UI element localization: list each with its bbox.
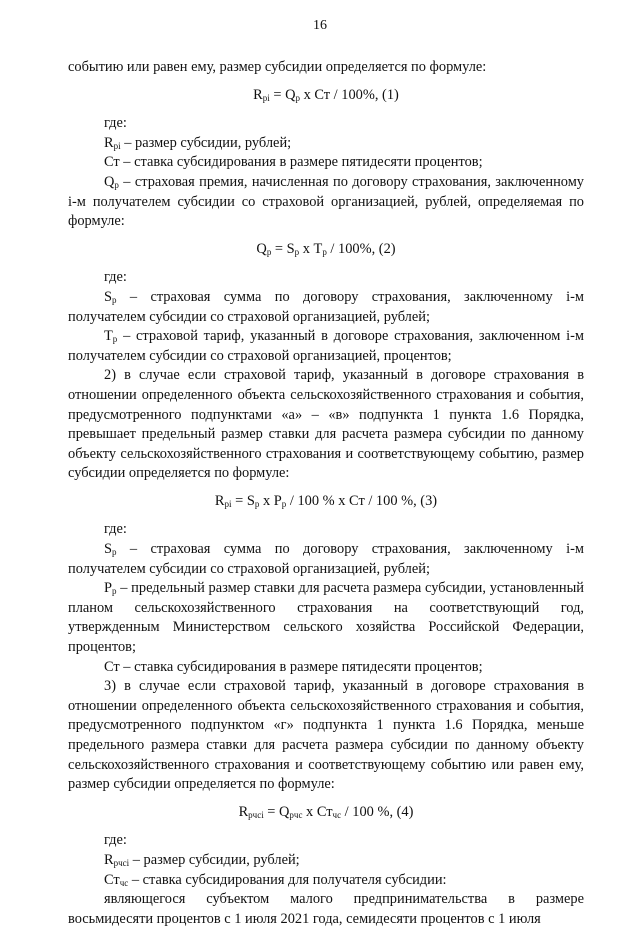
text-run: R [104, 134, 114, 151]
text-run: = Q [263, 803, 290, 820]
subscript: pчсi [248, 809, 264, 820]
paragraph [68, 288, 584, 327]
text-run: 2) в случае если страховой тариф, указанный в договоре страхования в отношении определенного объекта сельскохозяйственного страхования и события, предусмотренного подпунктами «а» – «в» подпункта 1 пункта 1.6 Порядка, превышает предельный размер ставки для расчета размера субсидии по данному объекту сельскохозяйственного страхования и соответствующему событию, размер субсидии определяется по формуле: [68, 367, 584, 482]
text-run: событию или равен ему, размер субсидии определяется по формуле: [68, 59, 487, 75]
text-run: – страховая премия, начисленная по договору страхования, заключенному i-м получателем субсидии со страховой организацией, рублей, определяемая по формуле: [68, 173, 584, 230]
text-run: S [104, 288, 113, 305]
text-run: = Q [269, 86, 296, 103]
text-run: где: [104, 521, 127, 538]
subscript: чс [332, 809, 342, 820]
text-run: = S [231, 492, 255, 509]
text-run: х Ст / 100%, (1) [300, 86, 399, 103]
paragraph [68, 114, 584, 134]
subscript: p [254, 498, 260, 509]
text-run: х Ст [302, 803, 333, 820]
text-run: Q [104, 173, 115, 190]
subscript: p [114, 179, 119, 190]
text-run: – размер субсидии, рублей; [129, 851, 300, 868]
text-run: являющегося субъектом малого предпринимательства в размере восьмидесяти процентов с 1 июля 2021 года, семидесяти процентов с 1 июля [68, 891, 584, 927]
text-run: Ст – ставка субсидирования в размере пятидесяти процентов; [104, 154, 483, 171]
formula [68, 795, 584, 832]
formula [68, 78, 584, 115]
text-run: = S [271, 240, 295, 257]
formula [68, 484, 584, 521]
text-run: T [104, 328, 113, 345]
paragraph [68, 153, 584, 173]
text-run: где: [104, 832, 127, 849]
paragraph [68, 366, 584, 484]
text-run: Q [256, 240, 267, 257]
text-run: P [104, 580, 113, 597]
subscript: pi [224, 498, 232, 509]
text-run: R [253, 86, 263, 103]
paragraph [68, 134, 584, 154]
text-run: – предельный размер ставки для расчета размера субсидии, установленный планом сельскохозяйственного страхования на соответствующий год, утвержденным Министерством сельского хозяйства Российской Федерации, процентов; [68, 580, 584, 656]
paragraph [68, 890, 584, 929]
paragraph [68, 871, 584, 891]
text-run: R [104, 851, 114, 868]
paragraph [68, 540, 584, 579]
subscript: p [112, 294, 117, 305]
paragraph [68, 658, 584, 678]
text-run: R [214, 492, 225, 509]
paragraph [68, 173, 584, 232]
text-run: – размер субсидии, рублей; [120, 134, 292, 151]
paragraph [68, 327, 584, 366]
subscript: чс [119, 877, 129, 888]
text-run: – страховая сумма по договору страхования, заключенному i-м получателем субсидии со страховой организацией, рублей; [68, 288, 584, 325]
text-run: S [104, 541, 113, 558]
text-run: – страховая сумма по договору страхования, заключенному i-м получателем субсидии со страховой организацией, рублей; [68, 541, 584, 577]
subscript: pчсi [113, 857, 130, 868]
subscript: p [295, 92, 300, 103]
subscript: p [112, 586, 117, 597]
text-run: / 100 %, (4) [341, 803, 414, 820]
text-run: – страховой тариф, указанный в договоре страхования, заключенном i-м получателем субсидии со страховой организацией, процентов; [68, 328, 584, 364]
text-run: / 100 % х Ст / 100 %, (3) [286, 492, 438, 509]
subscript: pчс [289, 809, 303, 820]
subscript: p [112, 547, 117, 558]
subscript: p [266, 246, 272, 257]
subscript: p [294, 246, 300, 257]
paragraph [68, 677, 584, 795]
subscript: p [281, 498, 287, 509]
subscript: pi [113, 140, 121, 151]
paragraph [68, 831, 584, 851]
paragraph [68, 268, 584, 288]
text-run: R [238, 803, 249, 820]
text-run: х P [259, 492, 282, 509]
formula [68, 232, 584, 269]
text-run: Ст – ставка субсидирования в размере пятидесяти процентов; [104, 658, 483, 675]
text-run: Ст [104, 871, 120, 888]
text-run: где: [104, 269, 127, 286]
document-body [68, 58, 584, 929]
paragraph [68, 520, 584, 540]
paragraph [68, 851, 584, 871]
text-run: 3) в случае если страховой тариф, указанный в договоре страхования в отношении определенного объекта сельскохозяйственного страхования и события, предусмотренного подпунктом «г» подпункта 1 пункта 1.6 Порядка, меньше предельного размера ставки для расчета размера субсидии по данному объекту сельскохозяйственного страхования и соответствующему событию или равен ему, размер субсидии определяется по формуле: [68, 678, 584, 793]
subscript: p [112, 334, 118, 345]
text-run: / 100%, (2) [326, 240, 396, 257]
text-run: х T [299, 240, 323, 257]
paragraph [68, 58, 584, 78]
subscript: pi [262, 92, 270, 103]
page-number: 16 [313, 18, 327, 33]
text-run: – ставка субсидирования для получателя субсидии: [128, 871, 447, 888]
text-run: где: [104, 115, 127, 132]
subscript: p [322, 246, 327, 257]
paragraph [68, 579, 584, 657]
